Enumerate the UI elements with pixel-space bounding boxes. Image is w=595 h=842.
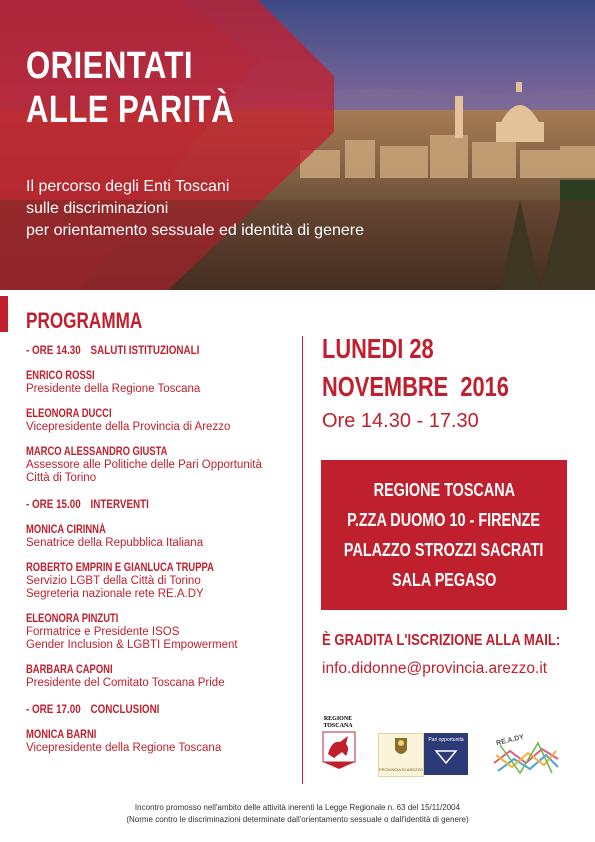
pari-opportunita-logo [424, 733, 468, 775]
subtitle-line: Il percorso degli Enti Toscani [26, 178, 230, 195]
venue-line: PALAZZO STROZZI SACRATI [344, 540, 544, 560]
time: - ORE 15.00 [26, 497, 81, 511]
speaker-role: Vicepresidente della Regione Toscana [26, 742, 222, 754]
program-list [26, 343, 298, 767]
venue-box [321, 460, 567, 610]
ready-network-logo [490, 733, 562, 779]
pegasus-icon [320, 730, 358, 770]
venue-line: REGIONE TOSCANA [373, 480, 515, 500]
logo-text: REGIONE TOSCANA [323, 716, 353, 729]
date-line: LUNEDI 28 [322, 333, 434, 364]
speaker-name: ELEONORA DUCCI [26, 408, 112, 420]
speaker-role: Formatrice e Presidente ISOS [26, 626, 180, 638]
title-line-1: ORIENTATI [26, 45, 193, 87]
time-slot [26, 497, 249, 511]
event-hours: Ore 14.30 - 17.30 [322, 410, 479, 432]
speaker-role: Gender Inclusion & LGBTI Empowerment [26, 639, 238, 651]
speaker-name: ROBERTO EMPRIN E GIANLUCA TRUPPA [26, 562, 214, 574]
speaker-role: Servizio LGBT della Città di Torino [26, 575, 201, 587]
speaker-name: ENRICO ROSSI [26, 370, 95, 382]
speaker-name: MONICA CIRINNÀ [26, 524, 106, 536]
speaker-role: Presidente della Regione Toscana [26, 383, 201, 395]
speaker [26, 664, 298, 690]
speaker-name: BARBARA CAPONI [26, 664, 113, 676]
speaker-role: Assessore alle Politiche delle Pari Opportunità [26, 459, 262, 471]
session-label: CONCLUSIONI [90, 702, 160, 716]
speaker-role: Città di Torino [26, 472, 97, 484]
event-date [322, 330, 509, 406]
speaker-role: Senatrice della Repubblica Italiana [26, 537, 204, 549]
regione-toscana-logo [320, 716, 360, 775]
date-line: NOVEMBRE 2016 [322, 371, 509, 402]
speaker-role: Vicepresidente della Provincia di Arezzo [26, 421, 231, 433]
speaker-role: Presidente del Comitato Toscana Pride [26, 677, 225, 689]
speaker-name: ELEONORA PINZUTI [26, 613, 119, 625]
speaker [26, 729, 298, 755]
session-label: SALUTI ISTITUZIONALI [90, 343, 200, 357]
speaker-name: MARCO ALESSANDRO GIUSTA [26, 446, 168, 458]
speaker-name: MONICA BARNI [26, 729, 97, 741]
balance-icon [424, 743, 468, 767]
speaker [26, 613, 298, 652]
logo-text: PROVINCIA DI AREZZO [379, 767, 424, 772]
coat-of-arms-icon [379, 734, 423, 762]
logo-text: RE.A.DY [495, 733, 525, 748]
main-title [26, 44, 234, 132]
time-slot [26, 343, 249, 357]
venue-line: P.ZZA DUOMO 10 - FIRENZE [347, 510, 541, 530]
title-line-2: ALLE PARITÀ [26, 89, 235, 131]
footer-line: Incontro promosso nell'ambito delle attività inerenti la Legge Regionale n. 63 del 15/11/2004 [134, 803, 461, 812]
speaker-role: Segreteria nazionale rete RE.A.DY [26, 588, 204, 600]
program-heading: PROGRAMMA [26, 308, 143, 333]
venue-line: SALA PEGASO [391, 570, 497, 590]
footer-line: (Norme contro le discriminazioni determinate dall'orientamento sessuale o dall'identità di genere) [126, 815, 469, 824]
speaker [26, 408, 298, 434]
subtitle [26, 176, 364, 242]
time-slot [26, 702, 249, 716]
logo-text: Pari opportunità [428, 737, 464, 743]
speaker [26, 524, 298, 550]
provincia-arezzo-logo [378, 733, 424, 777]
speaker [26, 446, 298, 485]
time: - ORE 14.30 [26, 343, 81, 357]
speaker [26, 562, 298, 601]
footer-note [0, 802, 595, 826]
subtitle-line: per orientamento sessuale ed identità di genere [26, 222, 364, 239]
speaker [26, 370, 298, 396]
column-divider [302, 336, 303, 784]
time: - ORE 17.00 [26, 702, 81, 716]
session-label: INTERVENTI [90, 497, 149, 511]
subtitle-line: sulle discriminazioni [26, 200, 169, 217]
registration-email[interactable]: info.didonne@provincia.arezzo.it [322, 660, 548, 677]
registration-heading: È GRADITA L'ISCRIZIONE ALLA MAIL: [322, 632, 561, 649]
accent-bar [0, 296, 8, 332]
